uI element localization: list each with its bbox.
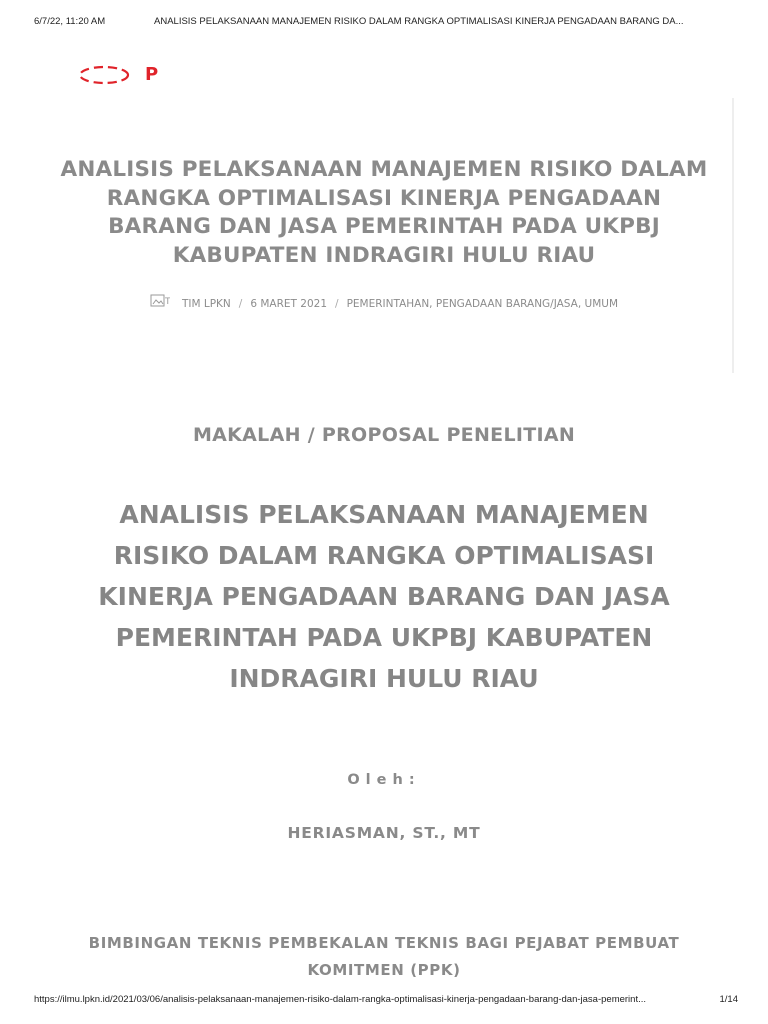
category-links[interactable]: PEMERINTAHAN, PENGADAAN BARANG/JASA, UMUM — [346, 298, 619, 310]
meta-separator: / — [335, 298, 339, 310]
author-link[interactable]: TIM LPKN — [181, 298, 231, 310]
scrollbar-track — [732, 98, 734, 373]
post-date[interactable]: 6 MARET 2021 — [250, 298, 328, 310]
section-heading: MAKALAH / PROPOSAL PENELITIAN — [192, 424, 576, 446]
lpkn-logo-icon — [78, 62, 138, 88]
print-url: https://ilmu.lpkn.id/2021/03/06/analisis-pelaksanaan-manajemen-risiko-dalam-rangka-optimalisasi-kinerja-pengadaan-barang-dan-jasa-pemerint... — [34, 994, 647, 1005]
broken-image-icon — [150, 293, 170, 313]
meta-separator: / — [238, 298, 243, 310]
post-title: ANALISIS PELAKSANAAN MANAJEMEN RISIKO DALAM RANGKA OPTIMALISASI KINERJA PENGADAAN BARANG DAN JASA PEMERINTAH PADA UKPBJ KABUPATEN INDRAGIRI HULU RIAU — [60, 157, 708, 268]
oleh-label: Oleh: — [347, 772, 421, 788]
avatar-alt-text: T — [164, 297, 170, 307]
print-page-title: ANALISIS PELAKSANAAN MANAJEMEN RISIKO DALAM RANGKA OPTIMALISASI KINERJA PENGADAAN BARANG DA... — [154, 16, 684, 27]
logo-letter: P — [145, 64, 159, 85]
print-footer — [34, 994, 738, 1008]
print-timestamp: 6/7/22, 11:20 AM — [34, 16, 106, 27]
program-title: BIMBINGAN TEKNIS PEMBEKALAN TEKNIS BAGI PEJABAT PEMBUAT KOMITMEN (PPK) — [88, 934, 680, 979]
print-header — [34, 16, 738, 32]
page-number: 1/14 — [719, 994, 738, 1005]
paper-author: HERIASMAN, ST., MT — [287, 824, 481, 842]
post-meta — [0, 293, 768, 313]
paper-title: ANALISIS PELAKSANAAN MANAJEMEN RISIKO DALAM RANGKA OPTIMALISASI KINERJA PENGADAAN BARANG DAN JASA PEMERINTAH PADA UKPBJ KABUPATEN INDRAGIRI HULU RIAU — [98, 500, 670, 693]
site-logo[interactable] — [78, 62, 168, 88]
